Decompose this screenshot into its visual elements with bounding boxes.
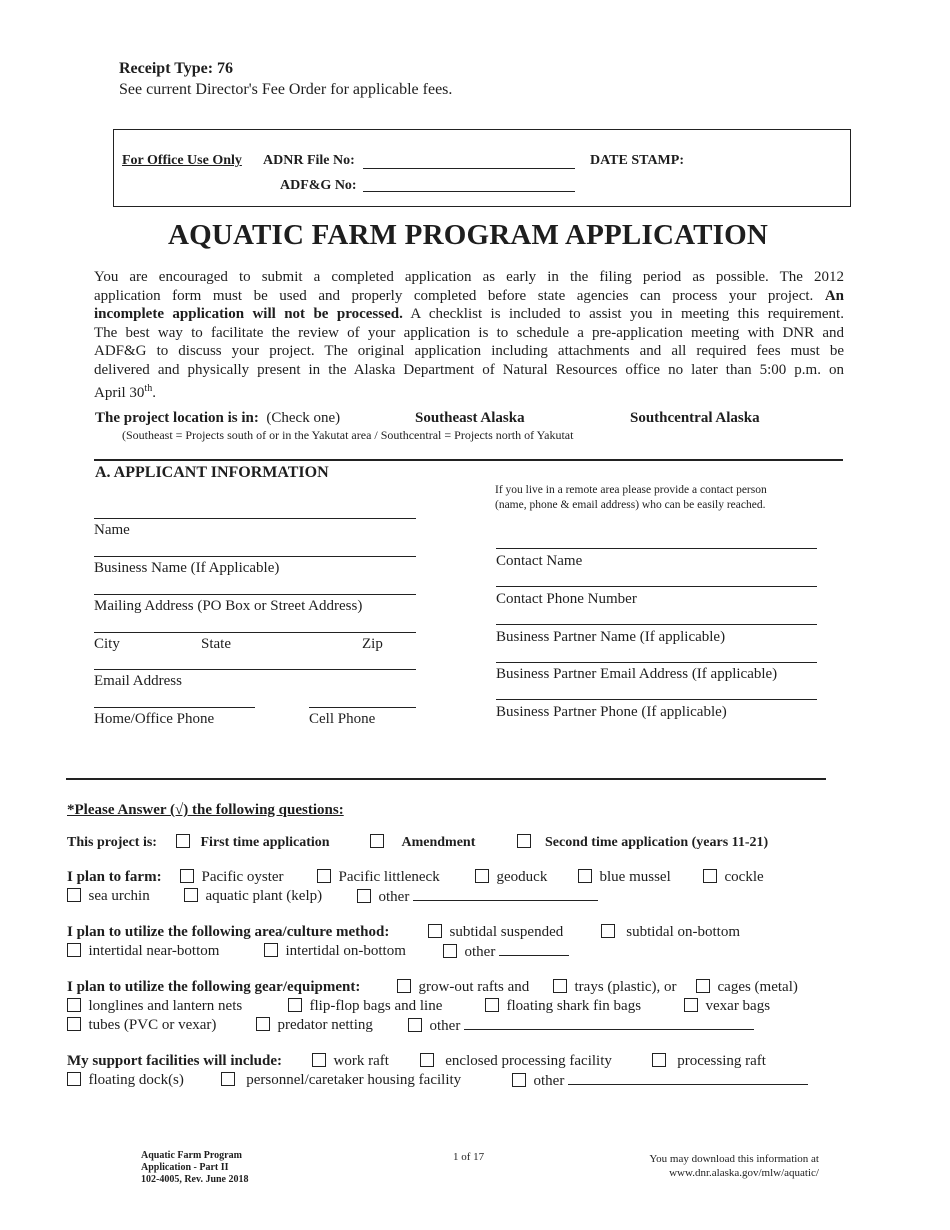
intro-paragraph [94, 268, 844, 402]
partner-name-label: Business Partner Name (If applicable) [496, 629, 726, 645]
gear-vexar-bags[interactable]: vexar bags [684, 998, 770, 1015]
contact-name-label: Contact Name [496, 553, 583, 569]
partner-email-field[interactable] [496, 662, 817, 663]
questions-heading: *Please Answer (√) the following questions: [67, 802, 344, 818]
checkbox-icon[interactable] [428, 924, 442, 938]
email-field[interactable] [94, 669, 416, 670]
checkbox-icon[interactable] [684, 998, 698, 1012]
support-processing-raft[interactable]: processing raft [652, 1053, 766, 1070]
page-number: 1 of 17 [453, 1151, 485, 1163]
checkbox-icon[interactable] [317, 869, 331, 883]
gear-longlines[interactable]: longlines and lantern nets [67, 998, 242, 1015]
support-housing[interactable]: personnel/caretaker housing facility [221, 1072, 461, 1089]
checkbox-icon[interactable] [420, 1053, 434, 1067]
support-other[interactable]: other [512, 1072, 808, 1090]
project-row [67, 834, 157, 851]
area-label: I plan to utilize the following area/culture method: [67, 924, 390, 940]
checkbox-icon[interactable] [67, 998, 81, 1012]
checkbox-icon[interactable] [703, 869, 717, 883]
contact-phone-label: Contact Phone Number [496, 591, 637, 607]
project-first-time[interactable]: First time application [176, 834, 330, 851]
partner-email-label: Business Partner Email Address (If applicable) [496, 666, 778, 682]
farm-aquatic-plant[interactable]: aquatic plant (kelp) [184, 888, 322, 905]
intro-line-5: ADF&G to discuss your project. The original application including attachments and all required fees must be [94, 343, 844, 360]
farm-other-field[interactable] [413, 888, 598, 901]
business-name-label: Business Name (If Applicable) [94, 560, 280, 576]
farm-geoduck[interactable]: geoduck [475, 869, 547, 886]
name-label: Name [94, 522, 130, 538]
intro-line-7: April 30th. [94, 382, 156, 401]
intro-line-4: The best way to facilitate the review of your application is to schedule a pre-application meeting with DNR and [94, 324, 844, 341]
name-field[interactable] [94, 518, 416, 519]
city-state-zip-field[interactable] [94, 632, 416, 633]
email-label: Email Address [94, 673, 182, 689]
receipt-type: Receipt Type: 76 [119, 60, 234, 77]
gear-flip-flop-bags[interactable]: flip-flop bags and line [288, 998, 442, 1015]
gear-tubes[interactable]: tubes (PVC or vexar) [67, 1017, 216, 1034]
farm-cockle[interactable]: cockle [703, 869, 764, 886]
business-name-field[interactable] [94, 556, 416, 557]
gear-other-field[interactable] [464, 1017, 754, 1030]
area-other-field[interactable] [499, 943, 569, 956]
area-other[interactable]: other [443, 943, 569, 961]
partner-phone-field[interactable] [496, 699, 817, 700]
adnr-file-line[interactable] [363, 168, 575, 169]
page-title: AQUATIC FARM PROGRAM APPLICATION [167, 219, 769, 251]
location-note: (Southeast = Projects south of or in the Yakutat area / Southcentral = Projects north of Yakutat [122, 428, 574, 442]
intro-line-6: delivered and physically present in the Alaska Department of Natural Resources office no later than 5:00 p.m. on [94, 361, 844, 378]
intro-line-2: application form must be used and properly completed before state agencies can process your project. An [94, 287, 844, 304]
area-intertidal-near-bottom[interactable]: intertidal near-bottom [67, 943, 219, 960]
checkbox-icon[interactable] [517, 834, 531, 848]
intro-line-3: incomplete application will not be processed. A checklist is included to assist you in meeting this requirement. [94, 306, 844, 323]
location-southcentral[interactable]: Southcentral Alaska [630, 410, 760, 426]
office-use-label: For Office Use Only [122, 153, 242, 168]
checkbox-icon[interactable] [180, 869, 194, 883]
home-phone-field[interactable] [94, 707, 255, 708]
area-intertidal-on-bottom[interactable]: intertidal on-bottom [264, 943, 406, 960]
checkbox-icon[interactable] [67, 1072, 81, 1086]
checkbox-icon[interactable] [485, 998, 499, 1012]
cell-phone-label: Cell Phone [309, 711, 376, 727]
gear-label: I plan to utilize the following gear/equipment: [67, 979, 361, 995]
checkbox-icon[interactable] [443, 944, 457, 958]
adfg-no-line[interactable] [363, 191, 575, 192]
checkbox-icon[interactable] [184, 888, 198, 902]
checkbox-icon[interactable] [221, 1072, 235, 1086]
adfg-no-label: ADF&G No: [280, 178, 357, 193]
checkbox-icon[interactable] [312, 1053, 326, 1067]
support-work-raft[interactable]: work raft [312, 1053, 389, 1070]
checkbox-icon[interactable] [67, 1017, 81, 1031]
section-separator [66, 778, 826, 780]
gear-cages[interactable]: cages (metal) [696, 979, 798, 996]
footer-right: You may download this information at www.dnr.alaska.gov/mlw/aquatic/ [649, 1153, 819, 1179]
remote-note-2: (name, phone & email address) who can be easily reached. [495, 499, 766, 511]
farm-sea-urchin[interactable]: sea urchin [67, 888, 150, 905]
farm-other[interactable]: other [357, 888, 598, 906]
checkbox-icon[interactable] [553, 979, 567, 993]
farm-blue-mussel[interactable]: blue mussel [578, 869, 671, 886]
support-label: My support facilities will include: [67, 1053, 282, 1069]
contact-name-field[interactable] [496, 548, 817, 549]
partner-phone-label: Business Partner Phone (If applicable) [496, 704, 727, 720]
state-label: State [201, 636, 231, 652]
fee-note: See current Director's Fee Order for applicable fees. [119, 81, 453, 98]
date-stamp-label: DATE STAMP: [590, 153, 684, 168]
farm-pacific-littleneck[interactable]: Pacific littleneck [317, 869, 440, 886]
office-use-box [113, 129, 851, 207]
project-label: This project is: [67, 835, 157, 850]
farm-label: I plan to farm: [67, 869, 162, 885]
intro-line-1: You are encouraged to submit a completed application as early in the filing period as possible. The 2012 [94, 269, 844, 285]
contact-phone-field[interactable] [496, 586, 817, 587]
cell-phone-field[interactable] [309, 707, 416, 708]
gear-other[interactable]: other [408, 1017, 754, 1035]
section-a-rule [94, 459, 843, 461]
location-row: The project location is in: (Check one) [95, 410, 341, 426]
gear-shark-fin-bags[interactable]: floating shark fin bags [485, 998, 641, 1015]
checkbox-icon[interactable] [652, 1053, 666, 1067]
checkbox-icon[interactable] [264, 943, 278, 957]
checkbox-icon[interactable] [288, 998, 302, 1012]
home-phone-label: Home/Office Phone [94, 711, 215, 727]
checkbox-icon[interactable] [578, 869, 592, 883]
checkbox-icon[interactable] [370, 834, 384, 848]
checkbox-icon[interactable] [512, 1073, 526, 1087]
checkbox-icon[interactable] [397, 979, 411, 993]
project-amendment[interactable]: Amendment [370, 834, 475, 851]
mailing-address-label: Mailing Address (PO Box or Street Address) [94, 598, 363, 614]
gear-grow-out-rafts[interactable]: grow-out rafts and [397, 979, 529, 996]
remote-note-1: If you live in a remote area please provide a contact person [495, 484, 767, 496]
location-southeast[interactable]: Southeast Alaska [415, 410, 525, 426]
support-enclosed-processing[interactable]: enclosed processing facility [420, 1053, 612, 1070]
farm-pacific-oyster[interactable]: Pacific oyster [180, 869, 284, 886]
checkbox-icon[interactable] [475, 869, 489, 883]
area-subtidal-suspended[interactable]: subtidal suspended [428, 924, 563, 941]
gear-predator-netting[interactable]: predator netting [256, 1017, 373, 1034]
footer-left: Aquatic Farm Program Application - Part II 102-4005, Rev. June 2018 [141, 1150, 249, 1185]
mailing-address-field[interactable] [94, 594, 416, 595]
zip-label: Zip [362, 636, 383, 652]
checkbox-icon[interactable] [67, 888, 81, 902]
checkbox-icon[interactable] [408, 1018, 422, 1032]
checkbox-icon[interactable] [601, 924, 615, 938]
project-second-time[interactable]: Second time application (years 11-21) [517, 834, 768, 851]
section-a-heading: A. APPLICANT INFORMATION [95, 464, 329, 481]
support-other-field[interactable] [568, 1072, 808, 1085]
area-subtidal-on-bottom[interactable]: subtidal on-bottom [601, 924, 740, 941]
checkbox-icon[interactable] [696, 979, 710, 993]
adnr-file-label: ADNR File No: [263, 153, 355, 168]
checkbox-icon[interactable] [176, 834, 190, 848]
checkbox-icon[interactable] [256, 1017, 270, 1031]
partner-name-field[interactable] [496, 624, 817, 625]
gear-trays[interactable]: trays (plastic), or [553, 979, 677, 996]
city-label: City [94, 636, 120, 652]
checkbox-icon[interactable] [67, 943, 81, 957]
checkbox-icon[interactable] [357, 889, 371, 903]
support-floating-dock[interactable]: floating dock(s) [67, 1072, 184, 1089]
